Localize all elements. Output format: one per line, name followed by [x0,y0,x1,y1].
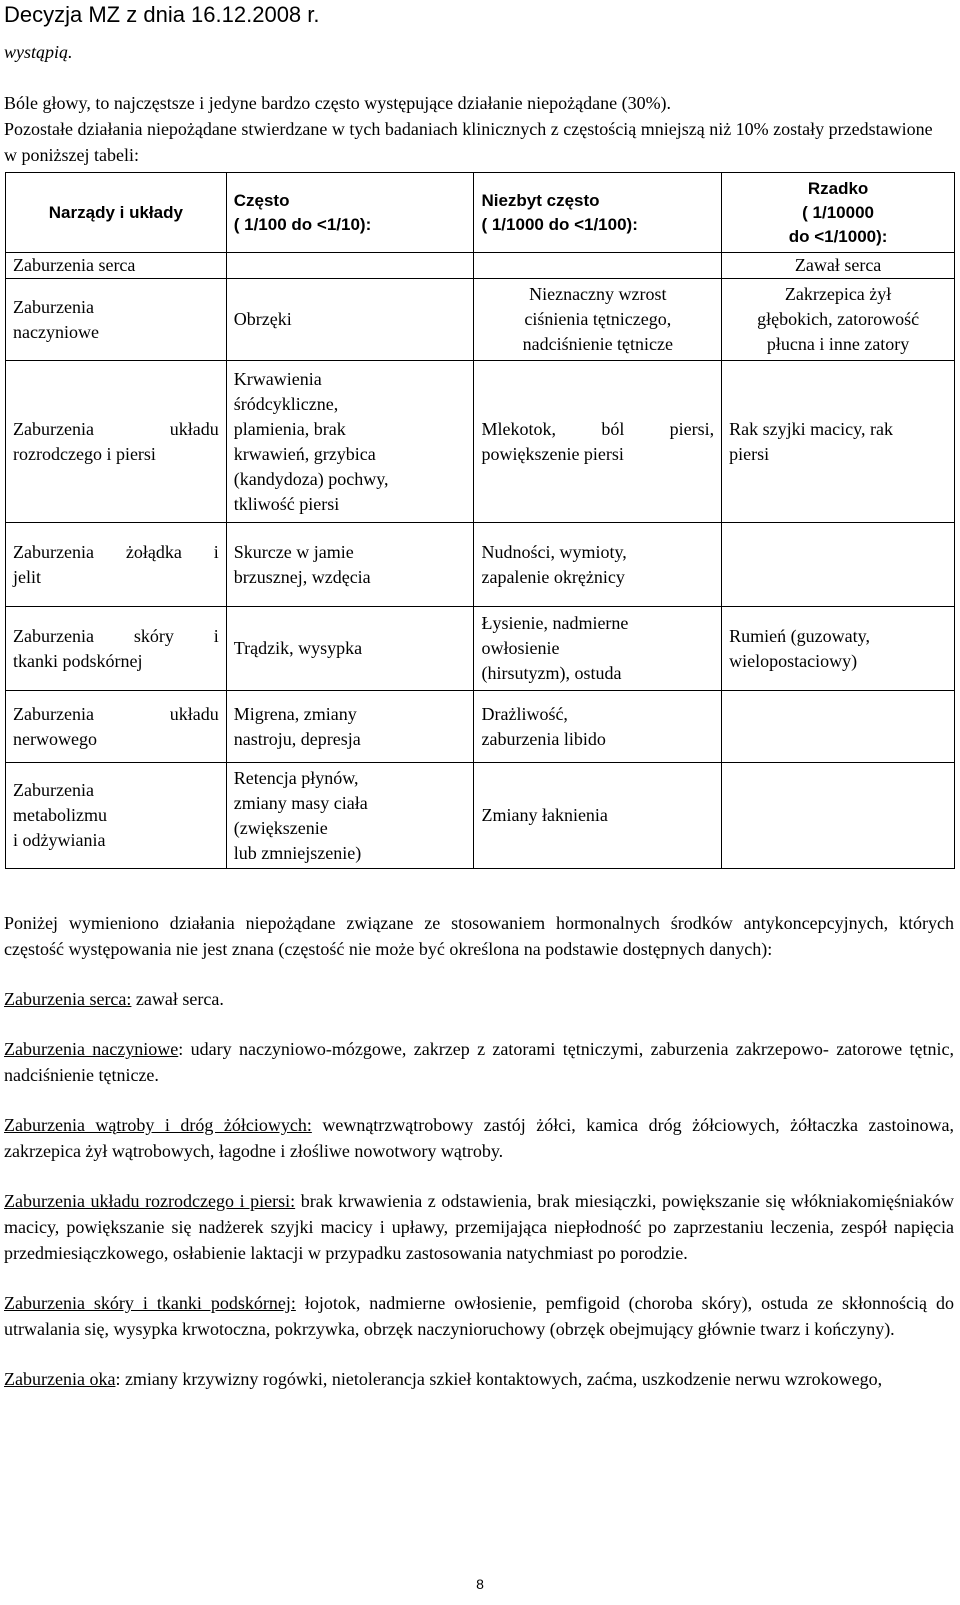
section-heading: Zaburzenia skóry i tkanki podskórnej: [4,1293,296,1313]
uncommon-cell: Drażliwość, zaburzenia libido [474,691,722,763]
uncommon-cell: Nudności, wymioty, zapalenie okrężnicy [474,523,722,607]
table-row [6,607,955,691]
uncommon-cell: Nieznaczny wzrost ciśnienia tętniczego, nadciśnienie tętnicze [474,279,722,361]
rare-cell: Zawał serca [722,253,955,279]
organ-cell: Zaburzenia skóry i tkanki podskórnej [6,607,227,691]
rare-cell: Rak szyjki macicy, rak piersi [722,361,955,523]
unknown-frequency-intro: Poniżej wymieniono działania niepożądane związane ze stosowaniem hormonalnych środków antykoncepcyjnych, których częstość występowania nie jest znana (częstość nie może być określona na podstawie dostępnych danych): [4,913,954,959]
uncommon-cell [474,253,722,279]
unknown-frequency-section [4,910,954,1416]
section-heading: Zaburzenia wątroby i dróg żółciowych: [4,1115,312,1135]
often-cell [226,253,474,279]
table-header-row [6,173,955,253]
table-row [6,523,955,607]
often-cell: Obrzęki [226,279,474,361]
table-row [6,253,955,279]
section-paragraph: Zaburzenia układu rozrodczego i piersi: brak krwawienia z odstawienia, brak miesiączki, powiększanie się włókniakomięśniaków macicy, powiększanie się nadżerek szyjki macicy i upławy, przemijająca niepłodność po zaprzestaniu leczenia, zespół napięcia przedmiesiączkowego, osłabienie laktacji w przypadku zastosowania natychmiast po porodzie. [4,1191,955,1263]
rare-cell: Rumień (guzowaty, wielopostaciowy) [722,607,955,691]
section-paragraph: Zaburzenia oka: zmiany krzywizny rogówki, nietolerancja szkieł kontaktowych, zaćma, uszkodzenie nerwu wzrokowego, [4,1369,883,1389]
document-header: Decyzja MZ z dnia 16.12.2008 r. [4,2,320,27]
intro-paragraph-1: Bóle głowy, to najczęstsze i jedyne bardzo często występujące działanie niepożądane (30%). [4,93,672,113]
table-row [6,691,955,763]
often-cell: Migrena, zmiany nastroju, depresja [226,691,474,763]
often-cell: Skurcze w jamie brzusznej, wzdęcia [226,523,474,607]
section-heading: Zaburzenia oka [4,1369,116,1389]
often-cell: Retencja płynów, zmiany masy ciała (zwiększenie lub zmniejszenie) [226,763,474,869]
section-heading: Zaburzenia układu rozrodczego i piersi: [4,1191,296,1211]
adverse-effects-table [5,172,955,869]
rare-cell [722,691,955,763]
intro-paragraphs [4,90,948,168]
often-cell: Trądzik, wysypka [226,607,474,691]
rare-cell [722,763,955,869]
header-rare: Rzadko ( 1/10000 do <1/1000): [722,173,955,253]
section-paragraph: Zaburzenia naczyniowe: udary naczyniowo-mózgowe, zakrzep z zatorami tętniczymi, zaburzenia zakrzepowo- zatorowe tętnic, nadciśnienie tętnicze. [4,1039,954,1085]
section-heading: Zaburzenia serca: [4,989,132,1009]
header-often: Często ( 1/100 do <1/10): [226,173,474,253]
organ-cell: Zaburzenia żołądka i jelit [6,523,227,607]
organ-cell: Zaburzenia serca [6,253,227,279]
organ-cell: Zaburzenia układu nerwowego [6,691,227,763]
uncommon-cell: Łysienie, nadmierne owłosienie (hirsutyzm), ostuda [474,607,722,691]
table-row [6,279,955,361]
table-row [6,361,955,523]
section-heading: Zaburzenia naczyniowe [4,1039,179,1059]
uncommon-cell: Mlekotok, ból piersi, powiększenie piersi [474,361,722,523]
header-uncommon: Niezbyt często ( 1/1000 do <1/100): [474,173,722,253]
rare-cell [722,523,955,607]
section-paragraph: Zaburzenia skóry i tkanki podskórnej: łojotok, nadmierne owłosienie, pemfigoid (choroba skóry), ostuda ze skłonnością do utrwalania się, wysypka krwotoczna, pokrzywka, obrzęk naczynioruchowy (obrzęk obejmujący głównie twarz i kończyny). [4,1293,954,1339]
organ-cell: Zaburzenia metabolizmu i odżywiania [6,763,227,869]
page-number: 8 [476,1576,484,1592]
rare-cell: Zakrzepica żył głębokich, zatorowość płucna i inne zatory [722,279,955,361]
table-row [6,763,955,869]
continuation-text: wystąpią. [4,42,73,62]
intro-paragraph-2: Pozostałe działania niepożądane stwierdzane w tych badaniach klinicznych z częstością mniejszą niż 10% zostały przedstawione w poniższej tabeli: [4,119,933,165]
organ-cell: Zaburzenia układu rozrodczego i piersi [6,361,227,523]
organ-cell: Zaburzenia naczyniowe [6,279,227,361]
uncommon-cell: Zmiany łaknienia [474,763,722,869]
section-paragraph: Zaburzenia wątroby i dróg żółciowych: wewnątrzwątrobowy zastój żółci, kamica dróg żółciowych, żółtaczka zastoinowa, zakrzepica żył wątrobowych, łagodne i złośliwe nowotwory wątroby. [4,1115,954,1161]
header-organs: Narządy i układy [6,173,227,253]
section-paragraph: Zaburzenia serca: zawał serca. [4,989,224,1009]
often-cell: Krwawienia śródcykliczne, plamienia, brak krwawień, grzybica (kandydoza) pochwy, tkliwość piersi [226,361,474,523]
